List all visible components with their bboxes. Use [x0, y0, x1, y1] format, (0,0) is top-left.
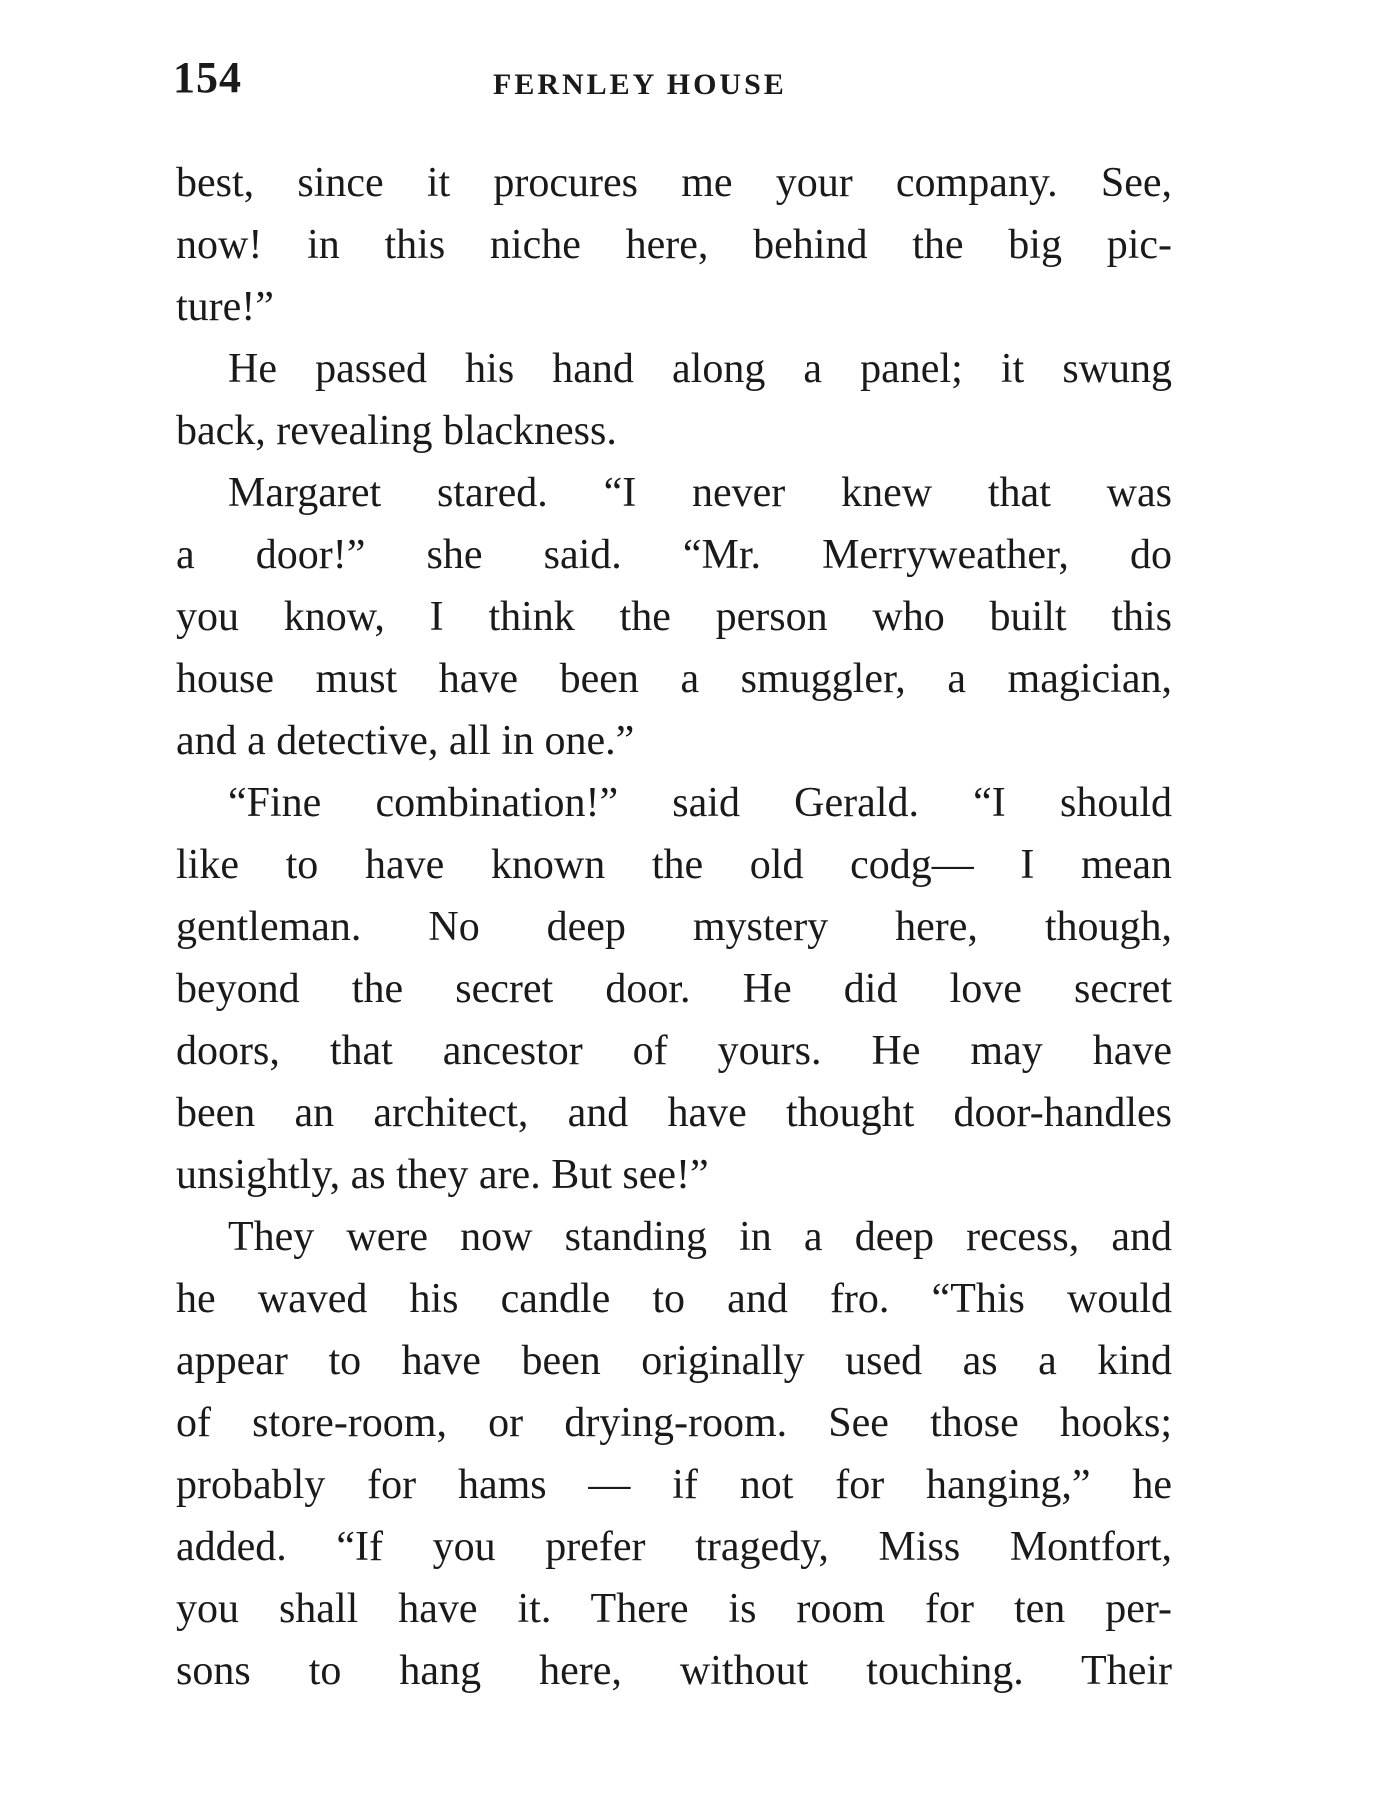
text-line: doors, that ancestor of yours. He may have [176, 1028, 1172, 1074]
text-line: you shall have it. There is room for ten per- [176, 1586, 1172, 1632]
text-line: He passed his hand along a panel; it swung [228, 346, 1172, 392]
text-line: appear to have been originally used as a kind [176, 1338, 1172, 1384]
text-line: and a detective, all in one.” [176, 718, 635, 764]
text-line: ture!” [176, 284, 274, 330]
body-text [176, 152, 1172, 1702]
page-header [173, 52, 1173, 112]
text-line: gentleman. No deep mystery here, though, [176, 904, 1172, 950]
text-line: back, revealing blackness. [176, 408, 617, 454]
text-line: of store-room, or drying-room. See those hooks; [176, 1400, 1172, 1446]
text-line: you know, I think the person who built this [176, 594, 1172, 640]
text-line: added. “If you prefer tragedy, Miss Montfort, [176, 1524, 1172, 1570]
running-head: FERNLEY HOUSE [493, 68, 787, 101]
text-line: Margaret stared. “I never knew that was [228, 470, 1172, 516]
text-line: now! in this niche here, behind the big pic- [176, 222, 1172, 268]
text-line: beyond the secret door. He did love secret [176, 966, 1172, 1012]
text-line: like to have known the old codg— I mean [176, 842, 1172, 888]
text-line: “Fine combination!” said Gerald. “I should [228, 780, 1172, 826]
page-number: 154 [173, 53, 242, 102]
text-line: unsightly, as they are. But see!” [176, 1152, 709, 1198]
text-line: he waved his candle to and fro. “This would [176, 1276, 1172, 1322]
text-line: been an architect, and have thought door-handles [176, 1090, 1172, 1136]
text-line: best, since it procures me your company. See, [176, 160, 1172, 206]
text-line: a door!” she said. “Mr. Merryweather, do [176, 532, 1172, 578]
text-line: sons to hang here, without touching. Their [176, 1648, 1172, 1694]
text-line: They were now standing in a deep recess, and [228, 1214, 1172, 1260]
text-line: probably for hams — if not for hanging,” he [176, 1462, 1172, 1508]
text-line: house must have been a smuggler, a magician, [176, 656, 1172, 702]
